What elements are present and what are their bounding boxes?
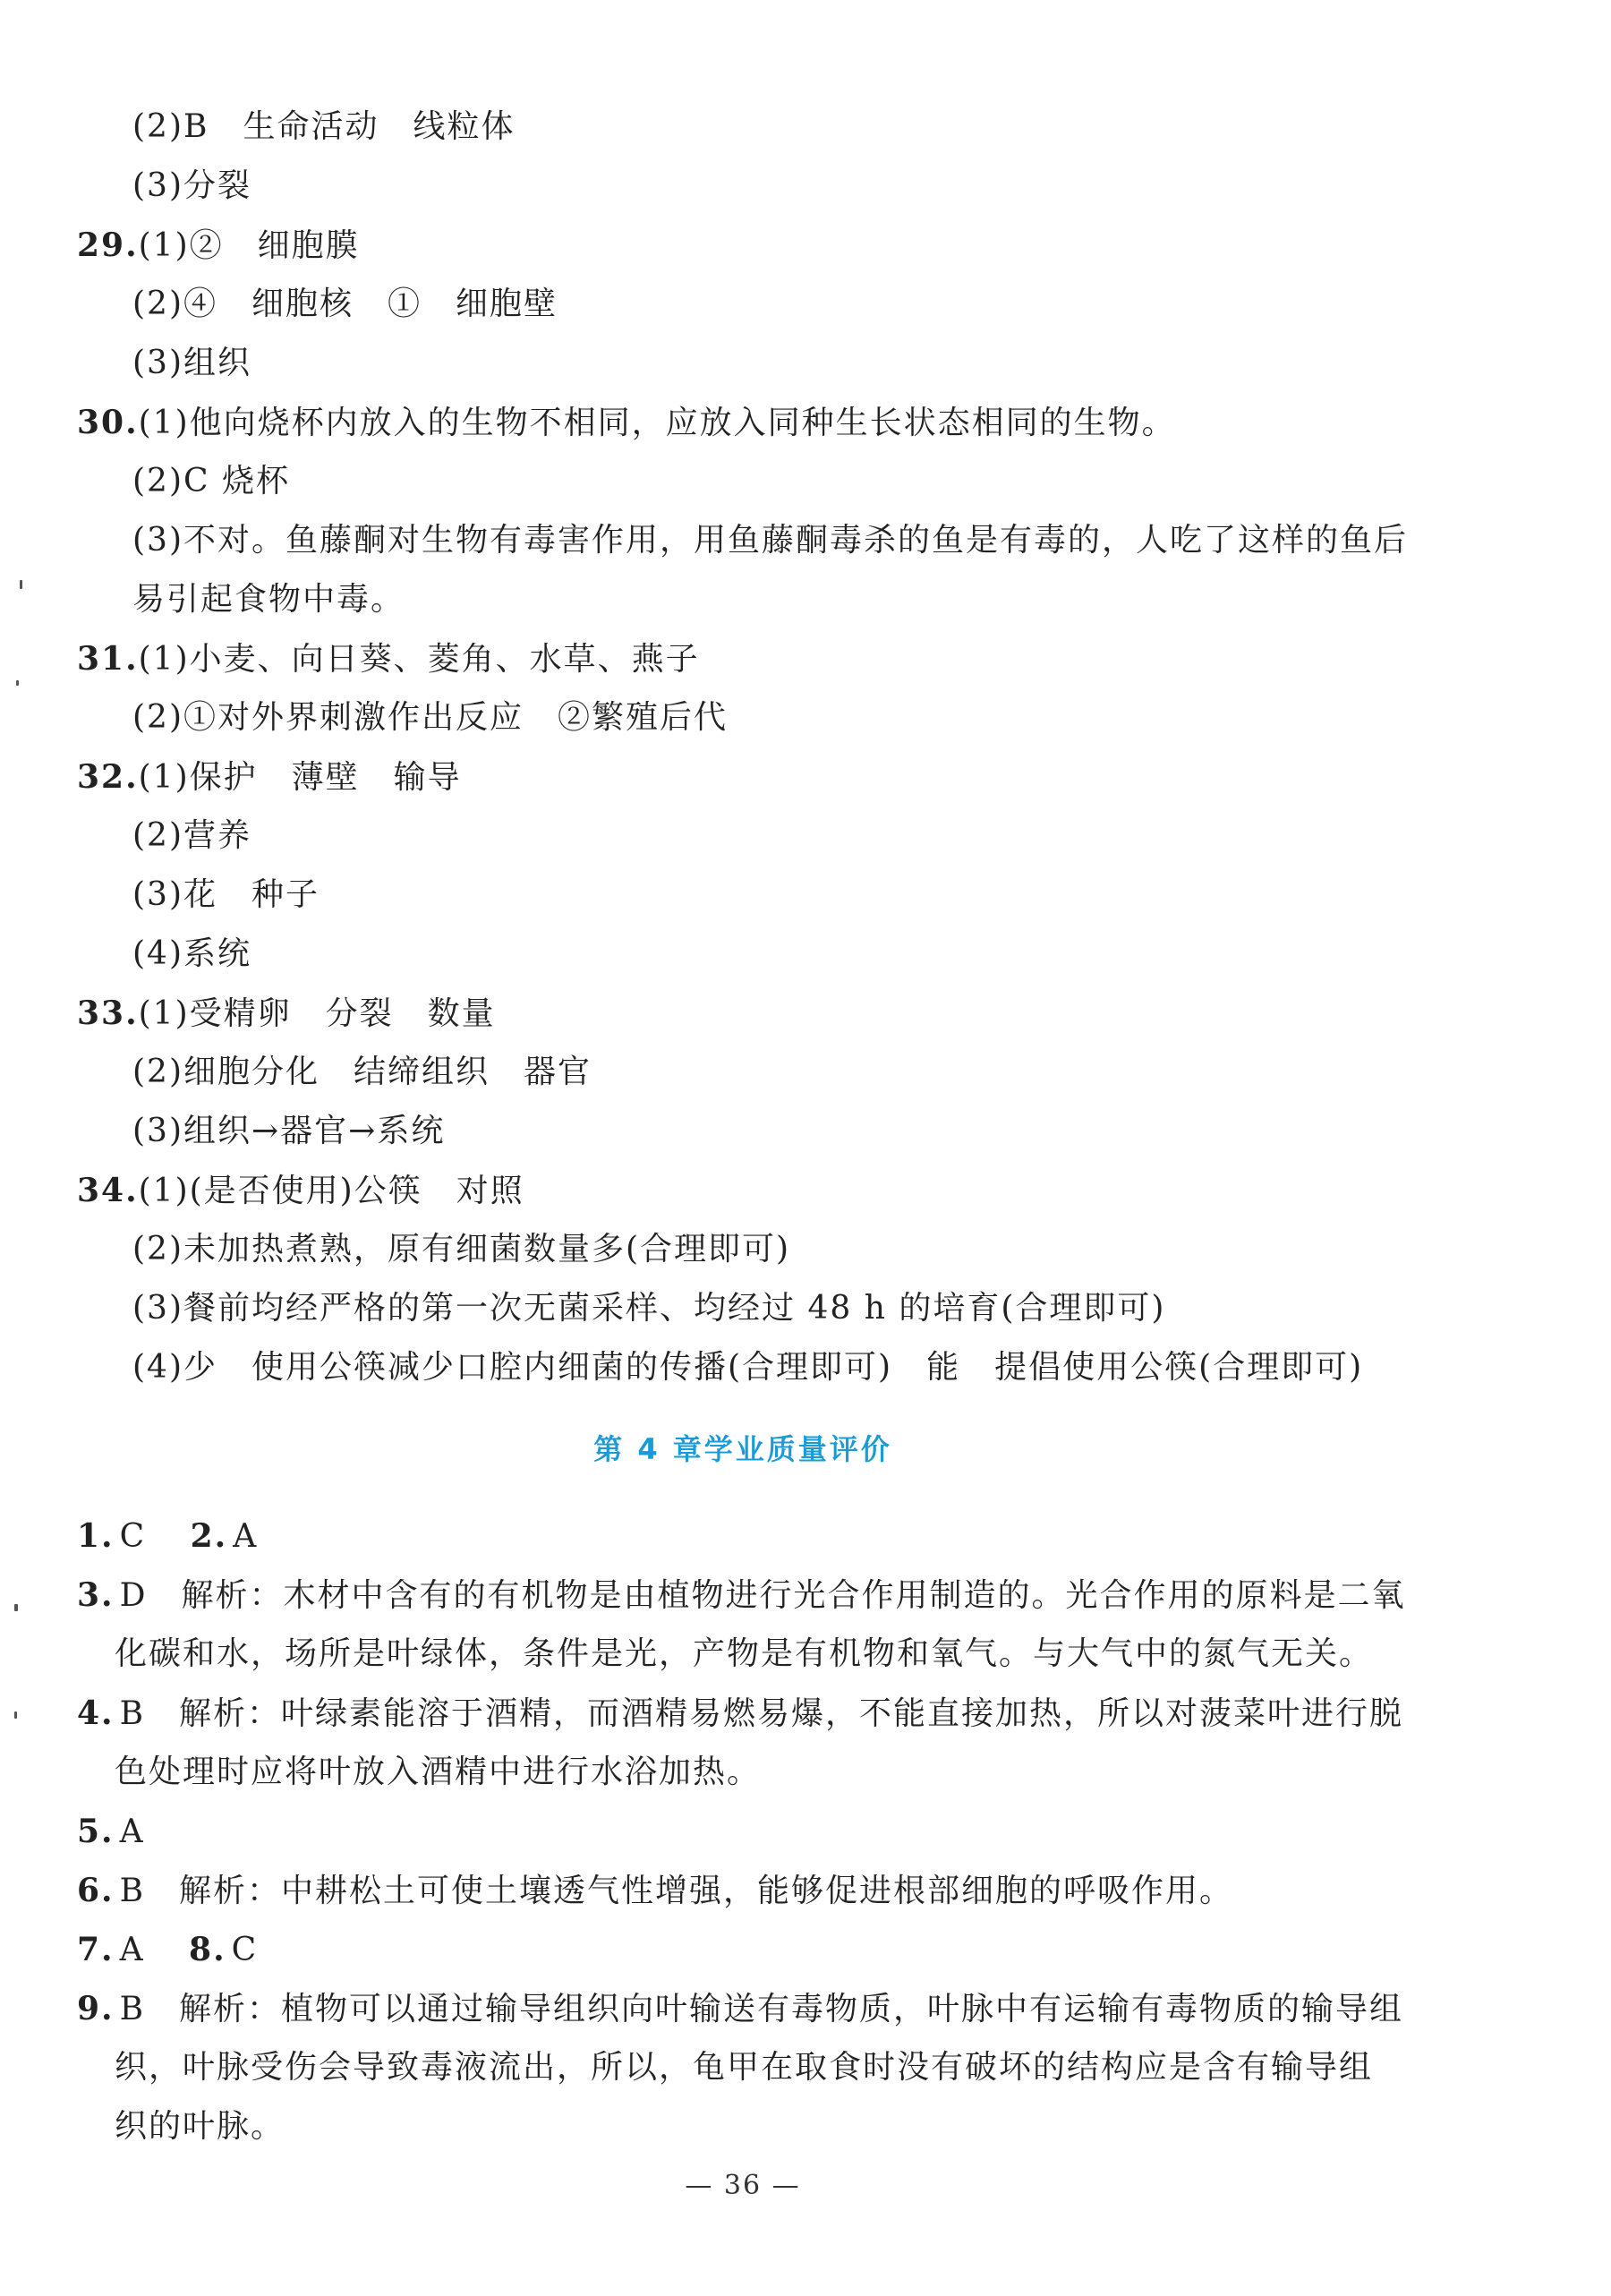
question-number: 32.	[77, 758, 139, 796]
answer-line: 32.(1)保护 薄壁 输导	[77, 752, 462, 803]
question-number: 2.	[190, 1517, 228, 1555]
question-number: 33.	[77, 994, 139, 1032]
answer-line: (2)④ 细胞核 ① 细胞壁	[132, 286, 558, 322]
answer-line: (3)分裂	[132, 167, 251, 204]
question-number: 4.	[77, 1694, 115, 1732]
scan-mark	[14, 1604, 18, 1611]
question-number: 1.	[77, 1517, 115, 1555]
answer-line: 30.(1)他向烧杯内放入的生物不相同，应放入同种生长状态相同的生物。	[77, 397, 1176, 448]
answer-line: 31.(1)小麦、向日葵、菱角、水草、燕子	[77, 634, 700, 685]
scan-mark	[20, 580, 22, 589]
question-number: 7.	[77, 1931, 115, 1968]
question-number: 34.	[77, 1172, 139, 1209]
question-number: 6.	[77, 1872, 115, 1909]
answer-line: (3)餐前均经严格的第一次无菌采样、均经过 48 h 的培育(合理即可)	[132, 1290, 1166, 1327]
answer-line: (3)组织	[132, 345, 251, 381]
answer-line: 4. B 解析：叶绿素能溶于酒精，而酒精易燃易爆，不能直接加热，所以对菠菜叶进行脱	[77, 1688, 1403, 1739]
answer-line: 3. D 解析：木材中含有的有机物是由植物进行光合作用制造的。光合作用的原料是二氧	[77, 1570, 1405, 1621]
answer-line: 化碳和水，场所是叶绿体，条件是光，产物是有机物和氧气。与大气中的氮气无关。	[115, 1635, 1374, 1672]
answer-line: (2)未加热煮熟，原有细菌数量多(合理即可)	[132, 1231, 791, 1267]
answer-line: 7. A 8. C	[77, 1925, 258, 1976]
page-number: — 36 —	[685, 2170, 801, 2201]
answer-line: 9. B 解析：植物可以通过输导组织向叶输送有毒物质，叶脉中有运输有毒物质的输导组	[77, 1984, 1403, 2035]
answer-line: (2)营养	[132, 817, 251, 854]
answer-line: 5. A	[77, 1806, 145, 1857]
answer-line: 易引起食物中毒。	[132, 581, 405, 618]
question-number: 31.	[77, 640, 139, 678]
answer-line: 织，叶脉受伤会导致毒液流出，所以，龟甲在取食时没有破坏的结构应是含有输导组	[115, 2049, 1374, 2086]
question-number: 30.	[77, 404, 139, 441]
question-number: 8.	[189, 1931, 226, 1968]
question-number: 5.	[77, 1813, 115, 1850]
answer-line: (4)系统	[132, 935, 251, 972]
answer-line: 6. B 解析：中耕松土可使土壤透气性增强，能够促进根部细胞的呼吸作用。	[77, 1865, 1233, 1916]
answer-line: (2)细胞分化 结缔组织 器官	[132, 1054, 592, 1090]
answer-line: (2)①对外界刺激作出反应 ②繁殖后代	[132, 699, 728, 736]
answer-line: (2)C 烧杯	[132, 463, 290, 499]
question-number: 9.	[77, 1990, 115, 2027]
answer-line: (2)B 生命活动 线粒体	[132, 108, 516, 145]
answer-line: 织的叶脉。	[115, 2108, 286, 2145]
answer-line: 34.(1)(是否使用)公筷 对照	[77, 1165, 524, 1216]
answer-line: 1. C 2. A	[77, 1511, 258, 1562]
answer-line: (3)组织→器官→系统	[132, 1113, 446, 1149]
question-number: 29.	[77, 226, 139, 264]
scan-mark	[14, 1711, 17, 1719]
answer-line: (4)少 使用公筷减少口腔内细菌的传播(合理即可) 能 提倡使用公筷(合理即可)	[132, 1349, 1364, 1386]
answer-line: 29.(1)② 细胞膜	[77, 220, 360, 271]
scan-mark	[16, 680, 19, 686]
question-number: 3.	[77, 1576, 115, 1614]
section-title: 第 4 章学业质量评价	[593, 1432, 892, 1466]
answer-line: 33.(1)受精卵 分裂 数量	[77, 988, 496, 1039]
answer-line: (3)花 种子	[132, 876, 320, 913]
answer-line: (3)不对。鱼藤酮对生物有毒害作用，用鱼藤酮毒杀的鱼是有毒的，人吃了这样的鱼后	[132, 522, 1408, 559]
answer-line: 色处理时应将叶放入酒精中进行水浴加热。	[115, 1754, 762, 1790]
